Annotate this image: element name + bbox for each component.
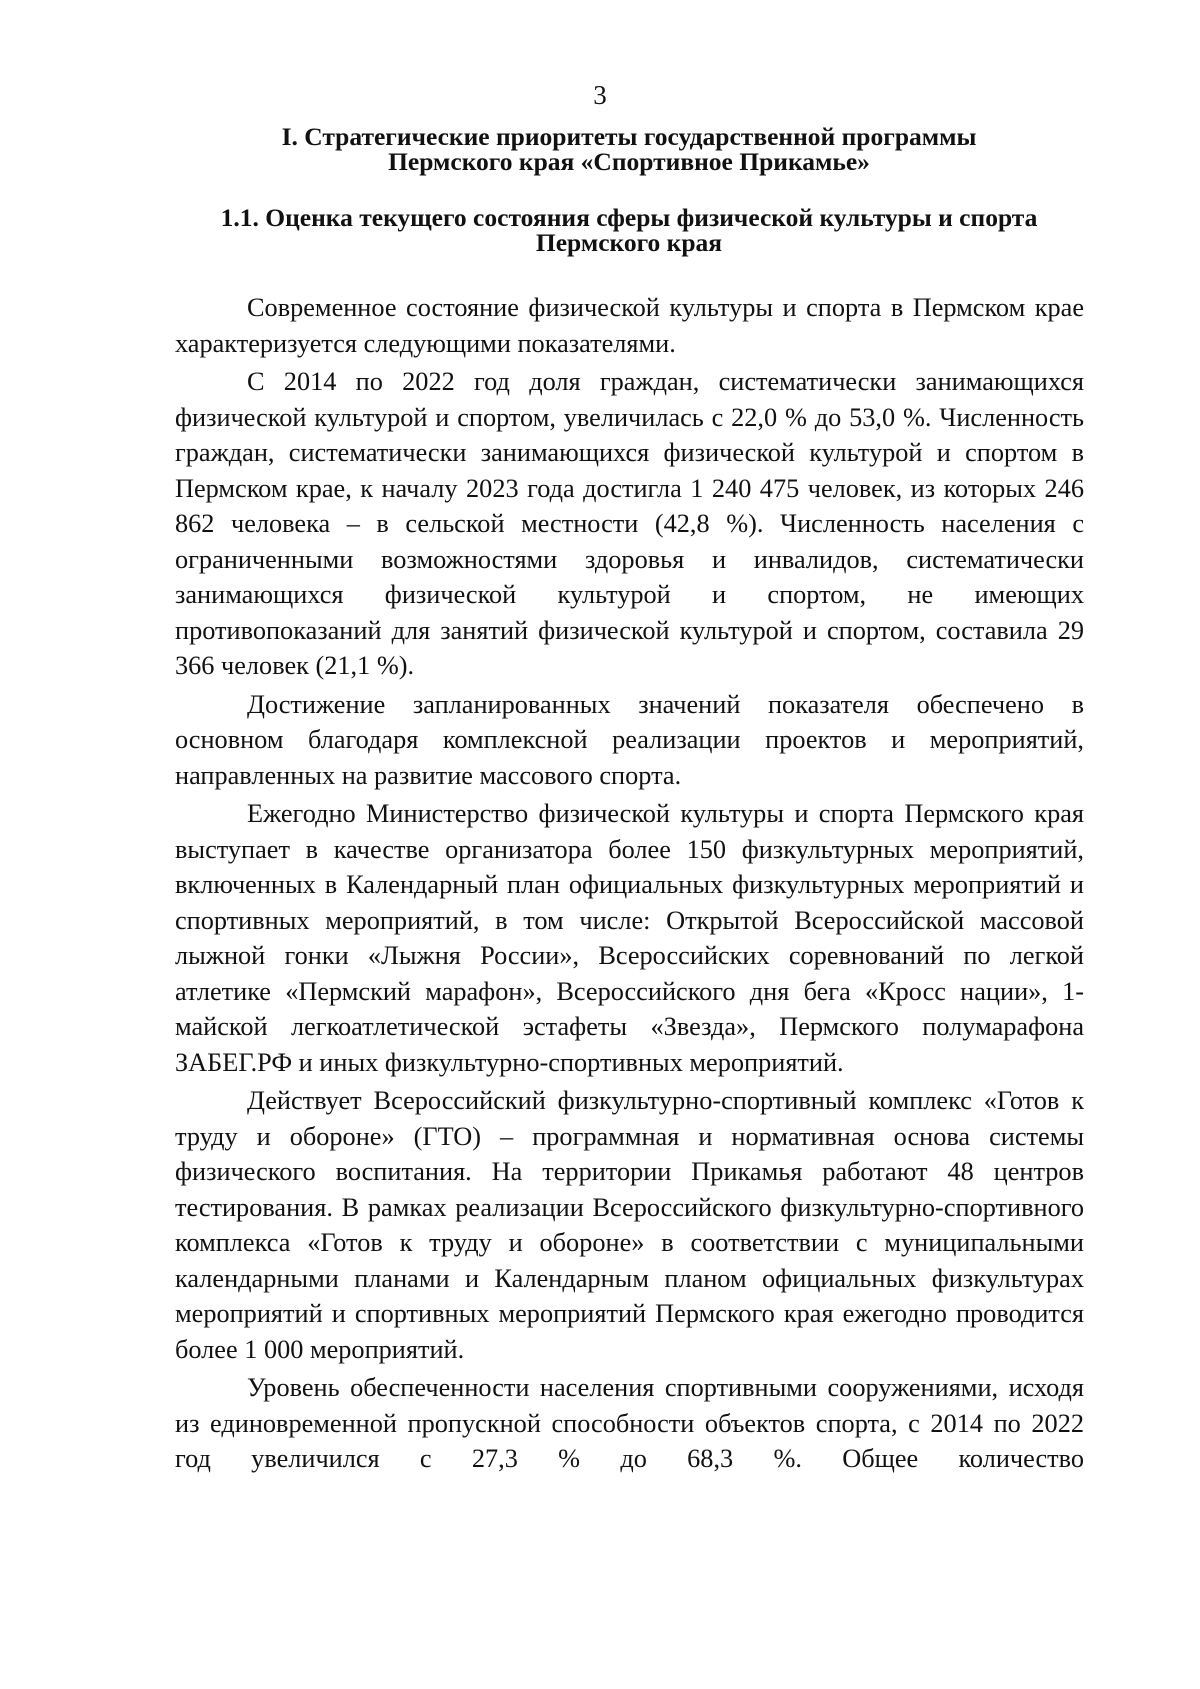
- section-heading-line-2: Пермского края «Спортивное Прикамье»: [388, 147, 870, 176]
- paragraph-statistics: С 2014 по 2022 год доля граждан, систематически занимающихся физической культурой и спортом, увеличилась с 22,0 % до 53,0 %. Численность граждан, систематически занимающихся физической культурой и спортом в Пермском крае, к началу 2023 года достигла 1 240 475 человек, из которых 246 862 человека – в сельской местности (42,8 %). Численность населения с ограниченными возможностями здоровья и инвалидов, систематически занимающихся физической культурой и спортом, не имеющих противопоказаний для занятий физической культурой и спортом, составила 29 366 человек (21,1 %).: [175, 367, 1084, 680]
- page-number: 3: [593, 80, 607, 110]
- section-heading-line-1: I. Стратегические приоритеты государственной программы: [281, 122, 977, 151]
- subsection-heading-line-1: 1.1. Оценка текущего состояния сферы физической культуры и спорта: [220, 203, 1038, 232]
- paragraph-achievement: Достижение запланированных значений показателя обеспечено в основном благодаря комплексной реализации проектов и мероприятий, направленных на развитие массового спорта.: [175, 689, 1084, 790]
- paragraph-facilities: Уровень обеспеченности населения спортивными сооружениями, исходя из единовременной пропускной способности объектов спорта, с 2014 по 2022 год увеличился с 27,3 % до 68,3 %. Общее количество: [175, 1373, 1084, 1473]
- subsection-heading-line-2: Пермского края: [535, 228, 723, 257]
- subsection-heading: [175, 205, 1083, 255]
- paragraph-events: Ежегодно Министерство физической культуры и спорта Пермского края выступает в качестве организатора более 150 физкультурных мероприятий, включенных в Календарный план официальных физкультурных мероприятий и спортивных мероприятий, в том числе: Открытой Всероссийской массовой лыжной гонки «Лыжня России», Всероссийских соревнований по легкой атлетике «Пермский марафон», Всероссийского дня бега «Кросс нации», 1-майской легкоатлетической эстафеты «Звезда», Пермского полумарафона ЗАБЕГ.РФ и иных физкультурно-спортивных мероприятий.: [175, 799, 1084, 1077]
- body-text: [175, 290, 1084, 1480]
- paragraph-intro: Современное состояние физической культуры и спорта в Пермском крае характеризуется следующими показателями.: [175, 293, 1084, 358]
- paragraph-gto: Действует Всероссийский физкультурно-спортивный комплекс «Готов к труду и обороне» (ГТО) – программная и нормативная основа системы физического воспитания. На территории Прикамья работают 48 центров тестирования. В рамках реализации Всероссийского физкультурно-спортивного комплекса «Готов к труду и обороне» в соответствии с муниципальными календарными планами и Календарным планом официальных физкультурах мероприятий и спортивных мероприятий Пермского края ежегодно проводится более 1 000 мероприятий.: [175, 1086, 1084, 1364]
- section-heading: [175, 124, 1083, 174]
